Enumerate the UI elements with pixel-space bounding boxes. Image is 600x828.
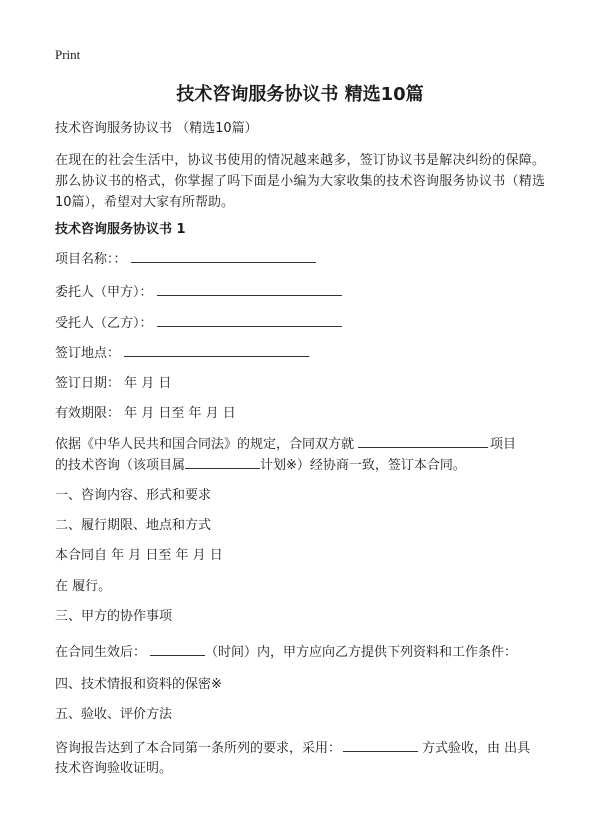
intro-paragraph: 在现在的社会生活中，协议书使用的情况越来越多，签订协议书是解决纠纷的保障。那么协议书的格式，你掌握了吗下面是小编为大家收集的技术咨询服务协议书（精选10篇），希望对大家有所帮助。 [55,153,545,210]
contractor-blank [157,312,342,327]
report-text-2: 方式验收，由 出具 [422,741,531,756]
term-text: 本合同自 年 月 日至 年 月 日 [55,548,223,563]
report-method-blank [343,737,418,752]
effect-line [55,641,517,663]
page-title: 技术咨询服务协议书 精选10篇 [176,84,424,105]
basis-line-2 [55,454,466,476]
item-5: 五、验收、评价方法 [55,707,173,722]
client-label: 委托人（甲方）： [55,285,153,300]
project-name-blank [131,248,316,263]
print-label: Print [55,47,81,62]
item-4: 四、技术情报和资料的保密※ [55,677,222,692]
location-row [55,342,309,364]
basis-plan-blank [185,454,260,469]
section-heading: 技术咨询服务协议书 1 [55,222,186,237]
basis-text-3: 的技术咨询（该项目属 [55,458,186,473]
sign-date: 签订日期： 年 月 日 [55,376,172,391]
contractor-label: 受托人（乙方）： [55,316,153,331]
effect-text-2: （时间）内，甲方应向乙方提供下列资料和工作条件： [205,645,518,660]
basis-project-blank [358,433,488,448]
location-blank [124,342,309,357]
report-text-1: 咨询报告达到了本合同第一条所列的要求，采用： [55,741,342,756]
client-row [55,281,342,303]
basis-text-2: 项目 [490,437,517,452]
basis-line-1 [55,433,516,455]
location-label: 签订地点： [55,346,121,361]
place-text: 在 履行。 [55,579,112,594]
subtitle: 技术咨询服务协议书 （精选10篇） [55,121,258,136]
valid-period: 有效期限： 年 月 日至 年 月 日 [55,406,236,421]
basis-text-4: 计划※）经协商一致，签订本合同。 [260,458,466,473]
client-blank [157,281,342,296]
report-line-1 [55,737,530,759]
contractor-row [55,312,342,334]
item-3: 三、甲方的协作事项 [55,609,173,624]
item-2: 二、履行期限、地点和方式 [55,518,212,533]
basis-text-1: 依据《中华人民共和国合同法》的规定，合同双方就 [55,437,355,452]
project-name-label: 项目名称：： [55,252,127,267]
item-1: 一、咨询内容、形式和要求 [55,488,212,503]
effect-time-blank [150,641,205,656]
report-line-2: 技术咨询验收证明。 [55,761,173,776]
effect-text-1: 在合同生效后： [55,645,147,660]
project-name-row [55,248,316,270]
